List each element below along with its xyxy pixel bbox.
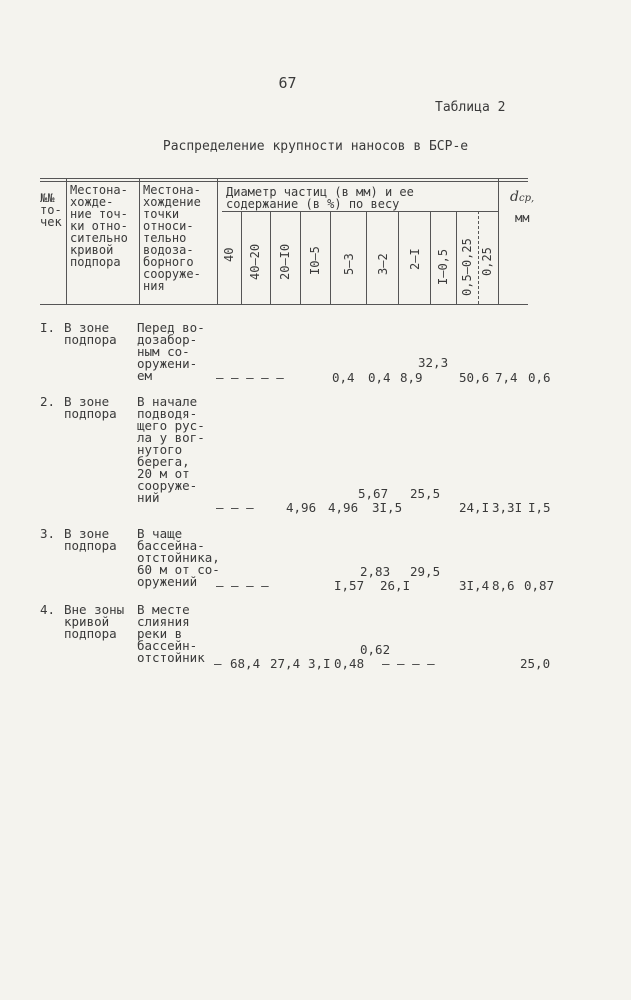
header-col-relative: Местона- хожде- ние точ- ки отно- сительно кривой подпора [70,183,128,269]
col-divider-dcp [498,178,499,304]
frac-divider [456,211,457,304]
row-dash-lead: – [214,656,222,671]
row-dashes: – – – – – [216,370,284,385]
frac-divider [241,211,242,304]
frac-divider [366,211,367,304]
cell-dcp: 25,0 [520,656,551,671]
col-divider-1 [66,178,67,304]
cell-dcp: 0,87 [524,578,555,593]
table-title: Распределение крупности наносов в БСР-е [162,139,469,154]
cell-value: I,57 [334,578,365,593]
cell-value: 8,6 [492,578,515,593]
cell-value: 68,4 [230,656,261,671]
row-number: 2. [40,394,56,409]
cell-dcp: I,5 [528,500,551,515]
fraction-label: 2–I [408,248,422,270]
cell-value: 3,3I [492,500,523,515]
fraction-label: I–0,5 [436,248,450,285]
fraction-label: 0,5–0,25 [460,238,474,296]
cell-value: 4,96 [328,500,359,515]
cell-value-upper: 0,62 [360,642,391,657]
cell-value: 3I,5 [372,500,403,515]
cell-value: 27,4 [270,656,301,671]
frac-divider [330,211,331,304]
header-top-rule-2 [40,181,528,182]
fraction-label: 20–I0 [278,243,292,280]
frac-divider [300,211,301,304]
fraction-label: 5–3 [342,253,356,275]
cell-value: 7,4 [495,370,518,385]
header-dcp [510,186,534,205]
header-col-location: Местона- хождение точки относи- тельно водоза- борного сооруже- ния [143,183,201,293]
row-location: В чаще бассейна- отстойника, 60 м от со- оружений [137,526,220,589]
cell-value: 26,I [380,578,411,593]
row-location: В месте слияния реки в бассейн- отстойник [137,602,205,665]
frac-divider [398,211,399,304]
cell-value: 50,6 [459,370,490,385]
cell-value: 0,4 [368,370,391,385]
row-dashes: – – – – [216,578,269,593]
row-relative: Вне зоны кривой подпора [64,602,125,641]
cell-dcp: 0,6 [528,370,551,385]
row-number: 3. [40,526,56,541]
header-col-number: №№ то- чек [40,191,62,229]
cell-value: 0,4 [332,370,355,385]
frac-divider [270,211,271,304]
cell-value: 24,I [459,500,490,515]
header-dcp-unit: мм [515,211,530,225]
cell-value-upper: 2,83 [360,564,391,579]
cell-value: 0,48 [334,656,365,671]
fraction-label: 0,25 [480,247,494,276]
row-number: I. [40,320,56,335]
col-divider-2 [139,178,140,304]
cell-value: 3,I [308,656,331,671]
row-dashes: – – – – [382,656,435,671]
frac-divider [478,211,479,304]
row-number: 4. [40,602,56,617]
fraction-label: 3–2 [376,253,390,275]
row-location: В начале подводя- щего рус- ла у вог- нутого берега, 20 м от сооруже- ний [137,394,205,505]
page-number: 67 [278,74,297,92]
table-label: Таблица 2 [435,100,506,115]
dcp-symbol: d [510,189,519,205]
row-relative: В зоне подпора [64,526,117,553]
row-location: Перед во- дозабор- ным со- оружени- ем [137,320,205,383]
header-top-rule [40,178,528,179]
cell-value-upper: 25,5 [410,486,441,501]
cell-value: 8,9 [400,370,423,385]
frac-divider [430,211,431,304]
header-bottom-rule [40,304,528,305]
row-relative: В зоне подпора [64,320,117,347]
fraction-label: 40–20 [248,243,262,280]
row-relative: В зоне подпора [64,394,117,421]
row-dashes: – – – [216,500,254,515]
cell-value: 3I,4 [459,578,490,593]
header-diameter: Диаметр частиц (в мм) и ее содержание (в %) по весу [226,185,414,211]
cell-value-upper: 32,3 [418,355,449,370]
cell-value-upper: 29,5 [410,564,441,579]
fraction-label: I0–5 [308,246,322,275]
cell-value-upper: 5,67 [358,486,389,501]
cell-value: 4,96 [286,500,317,515]
col-divider-3 [217,178,218,304]
dcp-subscript: ср, [518,193,535,204]
fraction-label: 40 [222,247,236,262]
